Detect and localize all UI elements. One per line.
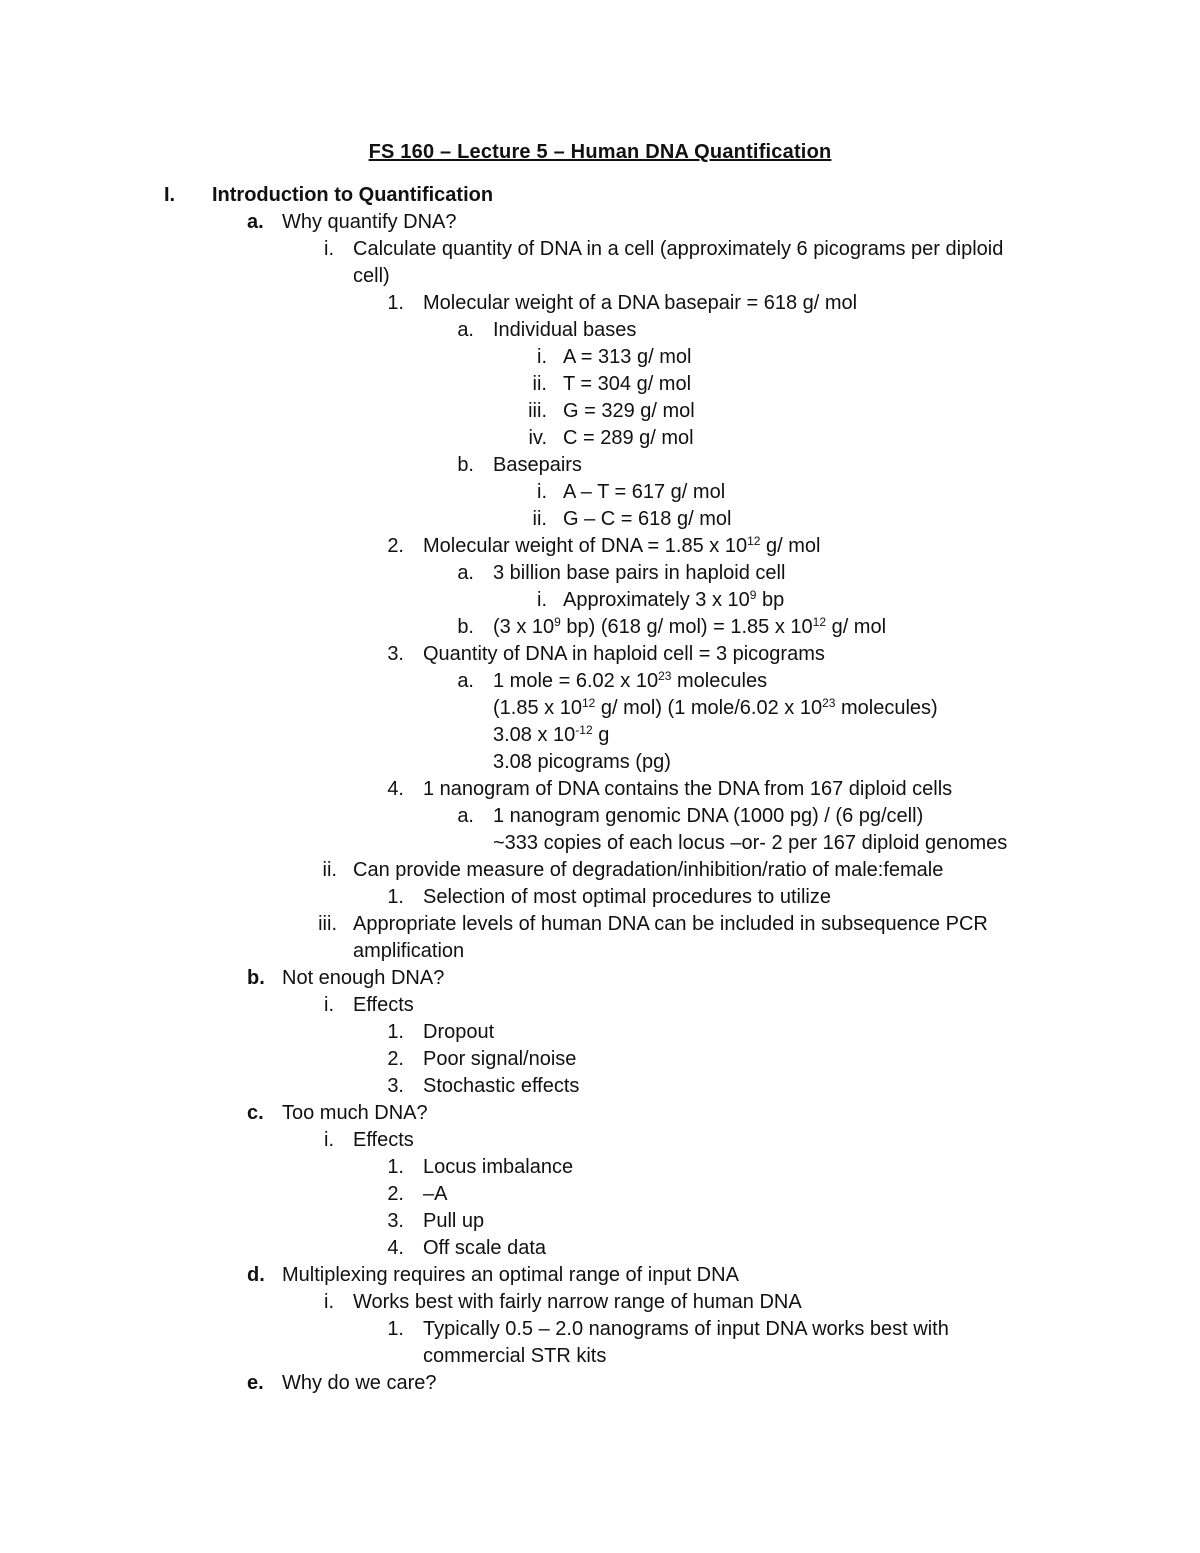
list-text: Appropriate levels of human DNA can be included in subsequence PCR bbox=[353, 913, 988, 935]
list-marker: i. bbox=[324, 1291, 334, 1313]
list-item bbox=[310, 236, 1004, 263]
list-marker: a. bbox=[457, 805, 474, 827]
list-item bbox=[380, 1073, 580, 1100]
list-text-continued: cell) bbox=[353, 265, 390, 287]
list-item bbox=[450, 614, 887, 641]
list-text: Locus imbalance bbox=[423, 1156, 574, 1178]
list-text: 1 nanogram of DNA contains the DNA from 167 diploid cells bbox=[423, 778, 953, 800]
list-marker: iii. bbox=[318, 913, 337, 935]
list-text-continued: commercial STR kits bbox=[423, 1345, 607, 1367]
list-text-continued: 3.08 x $10^{-12}$ g bbox=[493, 723, 610, 746]
section-heading: Introduction to Quantification bbox=[212, 184, 494, 206]
list-marker: a. bbox=[457, 319, 474, 341]
list-text-continued: (1.85 x $10^{12}$ g/ mol) (1 mole/6.02 x $10^{23}$ molecules) bbox=[493, 696, 938, 719]
list-text: C = 289 g/ mol bbox=[563, 427, 694, 449]
list-item bbox=[520, 506, 732, 533]
list-item bbox=[310, 1289, 802, 1316]
list-marker: a. bbox=[457, 670, 474, 692]
list-marker: i. bbox=[537, 481, 547, 503]
list-text: Basepairs bbox=[493, 454, 582, 476]
list-text: Typically 0.5 – 2.0 nanograms of input DNA works best with bbox=[423, 1318, 949, 1340]
list-text: 1 mole = 6.02 x $10^{23}$ molecules bbox=[493, 669, 768, 692]
section-marker: I. bbox=[164, 184, 176, 206]
item-e-text: Why do we care? bbox=[282, 1372, 437, 1394]
list-marker: b. bbox=[457, 454, 474, 476]
item-b-marker: b. bbox=[247, 967, 265, 989]
list-text: A – T = 617 g/ mol bbox=[563, 481, 726, 503]
list-marker: 1. bbox=[387, 292, 404, 314]
item-a-marker: a. bbox=[247, 211, 264, 233]
item-d-marker: d. bbox=[247, 1264, 265, 1286]
list-item bbox=[380, 1181, 448, 1208]
item-b-text: Not enough DNA? bbox=[282, 967, 445, 989]
list-marker: 4. bbox=[387, 1237, 404, 1259]
list-item bbox=[520, 587, 785, 614]
list-item bbox=[520, 425, 694, 452]
list-item bbox=[380, 1019, 495, 1046]
list-item bbox=[520, 344, 692, 371]
list-marker: ii. bbox=[322, 859, 337, 881]
list-text: Effects bbox=[353, 1129, 414, 1151]
list-text: Effects bbox=[353, 994, 414, 1016]
list-text: Selection of most optimal procedures to utilize bbox=[423, 886, 831, 908]
list-marker: 3. bbox=[387, 1075, 404, 1097]
list-item bbox=[520, 479, 726, 506]
list-marker: 2. bbox=[387, 535, 404, 557]
list-marker: i. bbox=[537, 589, 547, 611]
list-item bbox=[380, 641, 825, 668]
list-marker: i. bbox=[324, 238, 334, 260]
list-item bbox=[380, 1208, 485, 1235]
list-item bbox=[450, 452, 582, 479]
list-text: Can provide measure of degradation/inhibition/ratio of male:female bbox=[353, 859, 944, 881]
list-item bbox=[520, 371, 692, 398]
list-text-continued: amplification bbox=[353, 940, 465, 962]
list-marker: iii. bbox=[528, 400, 547, 422]
list-marker: a. bbox=[457, 562, 474, 584]
list-text: T = 304 g/ mol bbox=[563, 373, 692, 395]
list-marker: 3. bbox=[387, 643, 404, 665]
list-marker: 4. bbox=[387, 778, 404, 800]
page-title: FS 160 – Lecture 5 – Human DNA Quantification bbox=[368, 141, 832, 163]
list-text: Stochastic effects bbox=[423, 1075, 580, 1097]
list-item bbox=[380, 1316, 949, 1343]
item-e-marker: e. bbox=[247, 1372, 264, 1394]
list-item bbox=[450, 803, 924, 830]
list-marker: i. bbox=[324, 1129, 334, 1151]
list-text: Individual bases bbox=[493, 319, 637, 341]
list-text: Works best with fairly narrow range of human DNA bbox=[353, 1291, 802, 1313]
list-text-continued: 3.08 picograms (pg) bbox=[493, 751, 671, 773]
list-text: Quantity of DNA in haploid cell = 3 picograms bbox=[423, 643, 825, 665]
list-item bbox=[380, 1235, 547, 1262]
list-text: Molecular weight of a DNA basepair = 618 g/ mol bbox=[423, 292, 858, 314]
list-item bbox=[310, 992, 414, 1019]
list-text: Approximately 3 x $10^9$ bp bbox=[563, 588, 785, 611]
list-marker: i. bbox=[537, 346, 547, 368]
list-marker: ii. bbox=[532, 373, 547, 395]
list-marker: i. bbox=[324, 994, 334, 1016]
list-item bbox=[380, 1046, 577, 1073]
list-text: G = 329 g/ mol bbox=[563, 400, 695, 422]
list-text: –A bbox=[423, 1183, 448, 1205]
list-marker: iv. bbox=[528, 427, 547, 449]
item-c-marker: c. bbox=[247, 1102, 264, 1124]
list-text: A = 313 g/ mol bbox=[563, 346, 692, 368]
list-item bbox=[380, 884, 831, 911]
list-text: 1 nanogram genomic DNA (1000 pg) / (6 pg/cell) bbox=[493, 805, 924, 827]
list-item bbox=[380, 533, 821, 560]
list-text: (3 x $10^9$ bp) (618 g/ mol) = 1.85 x $10^{12}$ g/ mol bbox=[493, 615, 887, 638]
list-text: Dropout bbox=[423, 1021, 495, 1043]
list-text: 3 billion base pairs in haploid cell bbox=[493, 562, 786, 584]
list-item bbox=[450, 560, 786, 587]
list-marker: 1. bbox=[387, 1318, 404, 1340]
list-text: Molecular weight of DNA = 1.85 x $10^{12}$ g/ mol bbox=[423, 534, 821, 557]
list-text: Pull up bbox=[423, 1210, 485, 1232]
list-text: Calculate quantity of DNA in a cell (approximately 6 picograms per diploid bbox=[353, 238, 1004, 260]
list-item bbox=[380, 1154, 574, 1181]
list-text: Off scale data bbox=[423, 1237, 547, 1259]
list-item bbox=[380, 776, 953, 803]
list-item bbox=[380, 290, 858, 317]
list-item bbox=[310, 1127, 414, 1154]
item-c-text: Too much DNA? bbox=[282, 1102, 428, 1124]
list-item bbox=[310, 911, 988, 938]
list-text: G – C = 618 g/ mol bbox=[563, 508, 732, 530]
list-marker: ii. bbox=[532, 508, 547, 530]
list-marker: 2. bbox=[387, 1183, 404, 1205]
list-item bbox=[450, 317, 637, 344]
list-marker: 1. bbox=[387, 886, 404, 908]
list-marker: 2. bbox=[387, 1048, 404, 1070]
list-marker: 1. bbox=[387, 1021, 404, 1043]
list-text: Poor signal/noise bbox=[423, 1048, 577, 1070]
list-marker: 1. bbox=[387, 1156, 404, 1178]
list-text-continued: ~333 copies of each locus –or- 2 per 167 diploid genomes bbox=[493, 832, 1008, 854]
item-a-text: Why quantify DNA? bbox=[282, 211, 457, 233]
list-item bbox=[450, 668, 768, 695]
list-item bbox=[520, 398, 695, 425]
list-marker: 3. bbox=[387, 1210, 404, 1232]
list-marker: b. bbox=[457, 616, 474, 638]
list-item bbox=[310, 857, 944, 884]
item-d-text: Multiplexing requires an optimal range of input DNA bbox=[282, 1264, 739, 1286]
